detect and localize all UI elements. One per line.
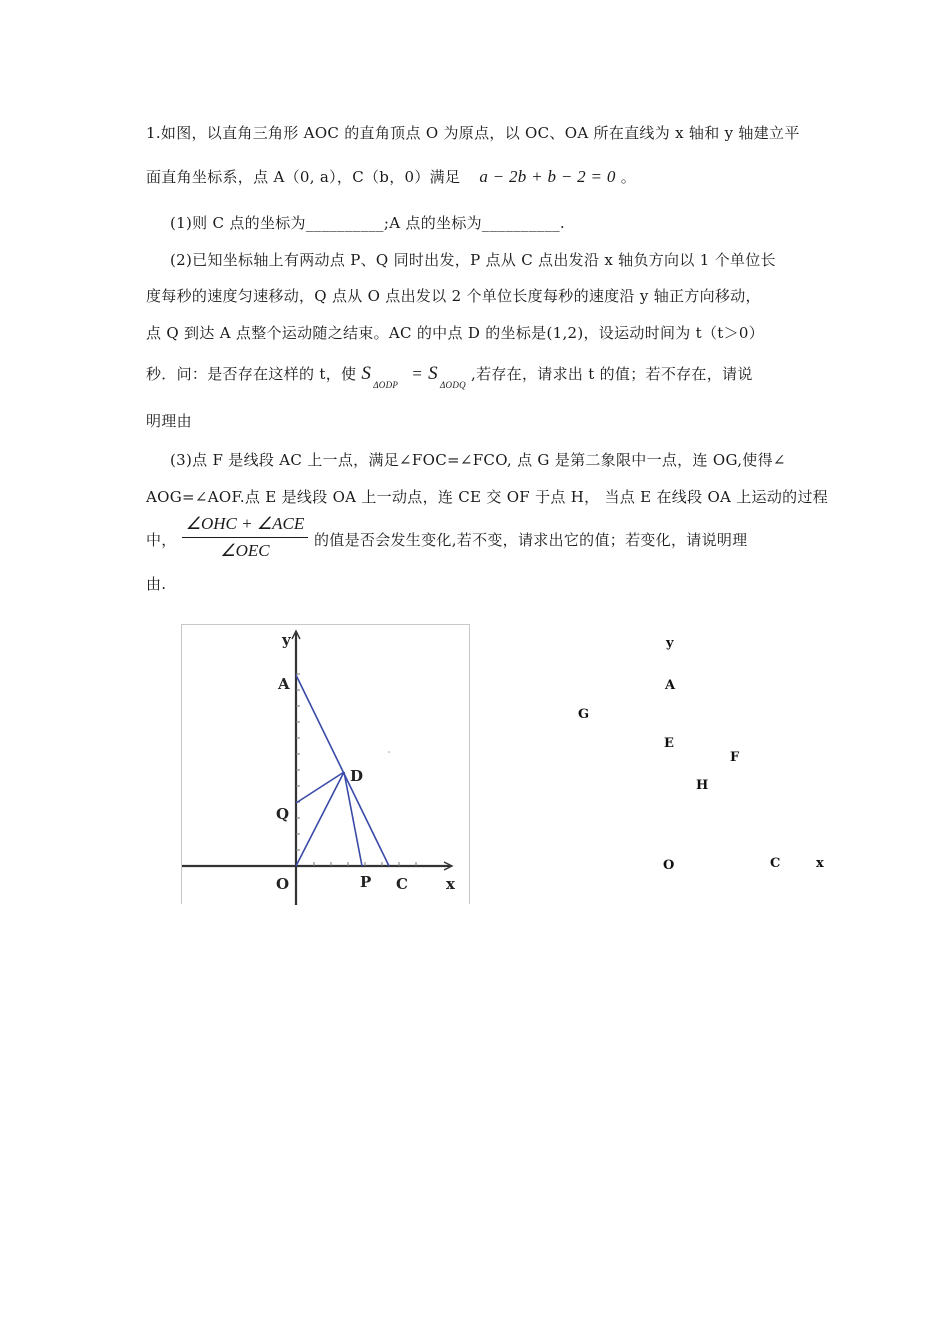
part-3-line-4: 由. bbox=[146, 575, 167, 593]
fig2-label-f: F bbox=[730, 750, 740, 765]
fig2-label-g: G bbox=[578, 707, 590, 722]
part-3-line-3-post: 的值是否会发生变化,若不变，请求出它的值；若变化，请说明理 bbox=[314, 531, 748, 549]
problem-line-2-end: 。 bbox=[620, 168, 637, 186]
part-2-line-4 bbox=[146, 363, 753, 390]
part-1: (1)则 C 点的坐标为__________;A 点的坐标为__________. bbox=[170, 214, 565, 232]
area-subscript-odq: ΔODQ bbox=[439, 380, 466, 390]
fig2-label-x: x bbox=[816, 856, 824, 871]
area-symbol-1: S bbox=[361, 363, 372, 384]
fraction-numerator: ∠OHC + ∠ACE bbox=[185, 514, 305, 533]
fraction-denominator: ∠OEC bbox=[220, 541, 270, 560]
condition-equation: a − 2b + b − 2 = 0 bbox=[479, 167, 616, 186]
fig1-label-y: y bbox=[282, 631, 291, 649]
part-2-line-1: (2)已知坐标轴上有两动点 P、Q 同时出发，P 点从 C 点出发沿 x 轴负方向以 1 个单位长 bbox=[170, 251, 776, 269]
fig1-label-d: D bbox=[350, 767, 364, 785]
part-3-line-2: AOG=∠AOF.点 E 是线段 OA 上一动点，连 CE 交 OF 于点 H， 当点 E 在线段 OA 上运动的过程 bbox=[146, 488, 829, 506]
area-symbol-2: S bbox=[428, 363, 438, 384]
problem-line-1: 1.如图，以直角三角形 AOC 的直角顶点 O 为原点，以 OC、OA 所在直线为 x 轴和 y 轴建立平 bbox=[146, 124, 800, 142]
equals-sign: = bbox=[411, 364, 424, 383]
problem-line-2 bbox=[146, 167, 636, 187]
angle-fraction bbox=[180, 514, 310, 561]
part-2-line-2: 度每秒的速度匀速移动，Q 点从 O 点出发以 2 个单位长度每秒的速度沿 y 轴正方向移动， bbox=[146, 287, 761, 305]
part-3-line-3-pre: 中， bbox=[146, 531, 177, 549]
fig1-label-c: C bbox=[396, 875, 408, 893]
part-2-line-4-post: ,若存在，请求出 t 的值；若不存在，请说 bbox=[471, 365, 753, 383]
fig2-label-e: E bbox=[664, 736, 674, 751]
area-subscript-odp: ΔODP bbox=[373, 380, 399, 390]
fig2-label-h: H bbox=[696, 778, 709, 793]
part-2-line-3: 点 Q 到达 A 点整个运动随之结束。AC 的中点 D 的坐标是(1,2)，设运动时间为 t（t＞0） bbox=[146, 324, 765, 342]
fig2-label-a: A bbox=[665, 678, 676, 693]
figure-1-svg bbox=[182, 625, 469, 905]
fig1-label-q: Q bbox=[276, 805, 290, 823]
problem-line-2-text: 面直角坐标系，点 A（0, a），C（b，0）满足 bbox=[146, 168, 461, 186]
fig1-label-x: x bbox=[446, 875, 455, 893]
figure-1 bbox=[181, 624, 470, 904]
fig1-label-o: O bbox=[276, 875, 290, 893]
part-3-line-1: (3)点 F 是线段 AC 上一点，满足∠FOC=∠FCO, 点 G 是第二象限中一点，连 OG,使得∠ bbox=[170, 451, 786, 469]
part-2-line-5: 明理由 bbox=[146, 412, 192, 430]
fig2-label-y: y bbox=[666, 636, 674, 651]
fig2-label-o: O bbox=[663, 858, 675, 873]
segment-dp bbox=[344, 772, 362, 866]
fig1-label-a: A bbox=[278, 675, 290, 693]
fig1-label-p: P bbox=[360, 873, 372, 891]
stray-dot bbox=[388, 751, 390, 753]
segment-od bbox=[296, 772, 344, 866]
fig2-label-c: C bbox=[770, 856, 781, 871]
part-2-line-4-pre: 秒．问：是否存在这样的 t，使 bbox=[146, 365, 357, 383]
